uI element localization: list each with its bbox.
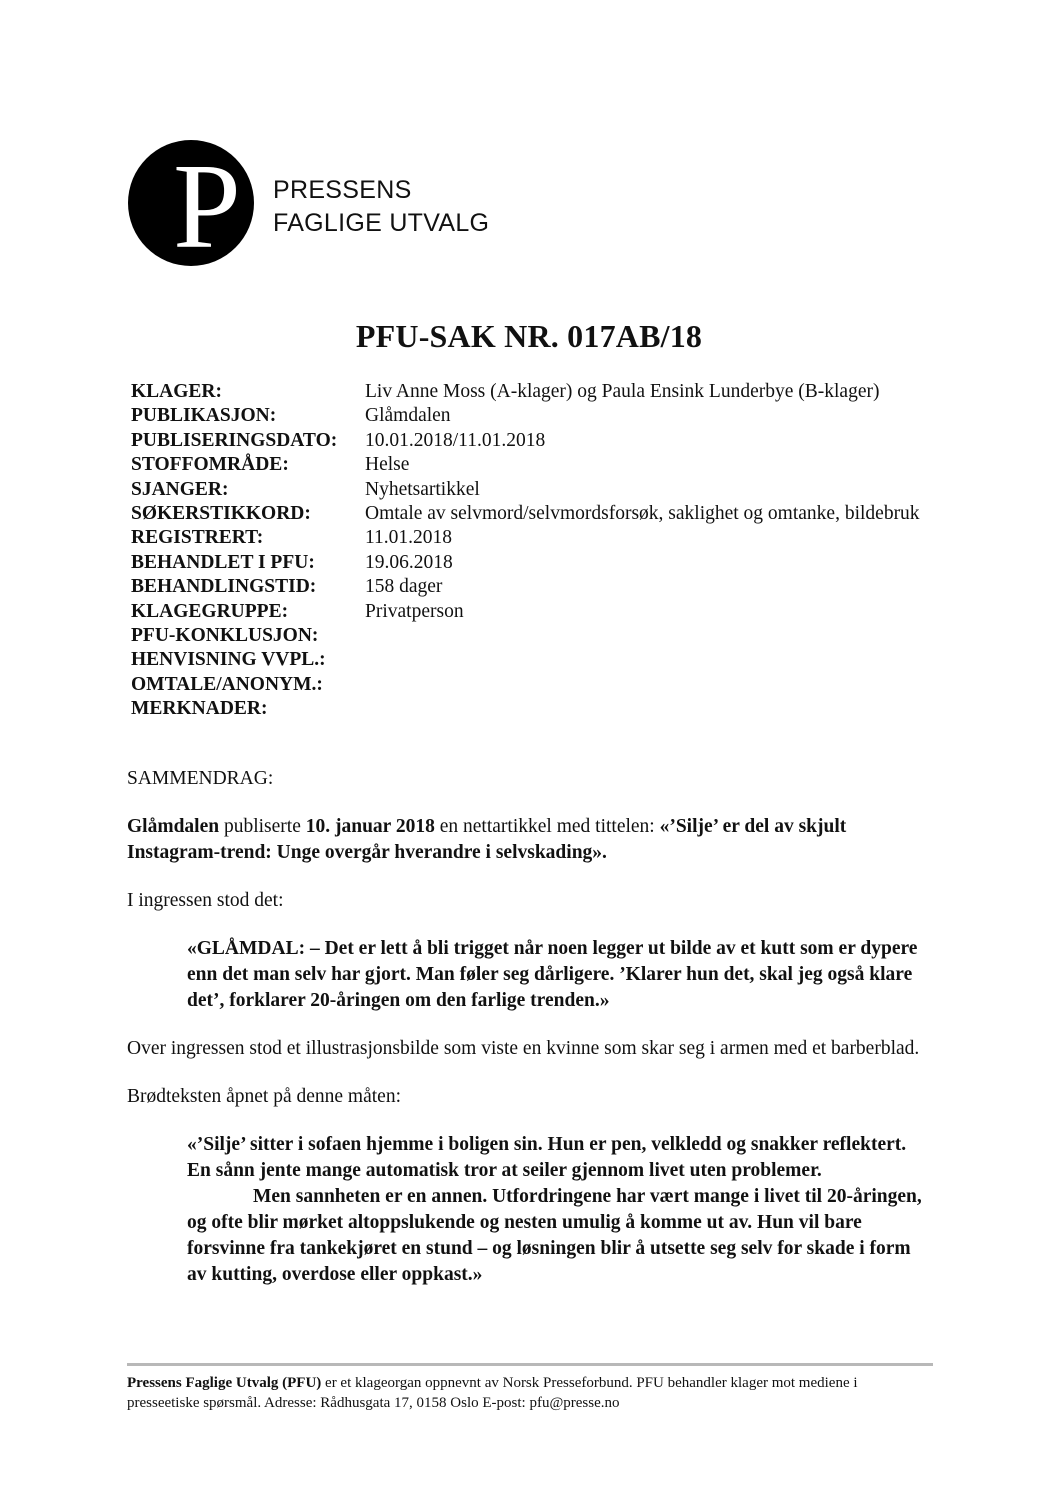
publication-name: Glåmdalen — [127, 816, 220, 837]
meta-value: Nyhetsartikkel — [365, 478, 480, 500]
meta-label: MERKNADER: — [131, 698, 268, 720]
page-footer — [127, 1373, 933, 1413]
quote-ingress: «GLÅMDAL: – Det er lett å bli trigget når noen legger ut bilde av et kutt som er dypere enn det man selv har gjort. Man føler seg dårligere. ’Klarer hun det, skal jeg også klare det’, forklarer 20-åringen om den farlige trenden.» — [187, 938, 918, 1011]
meta-value: Omtale av selvmord/selvmordsforsøk, saklighet og omtanke, bildebruk — [365, 503, 920, 525]
meta-value: Privatperson — [365, 600, 464, 622]
document-body — [127, 766, 927, 1288]
meta-label: PFU-KONKLUSJON: — [131, 625, 319, 647]
meta-value: Helse — [365, 454, 410, 476]
intro-paragraph — [127, 814, 927, 866]
meta-label: HENVISNING VVPL.: — [131, 649, 326, 671]
paragraph-image: Over ingressen stod et illustrasjonsbilde som viste en kvinne som skar seg i armen med et barberblad. — [127, 1038, 920, 1059]
meta-label: SJANGER: — [131, 478, 229, 500]
meta-label: BEHANDLINGSTID: — [131, 576, 317, 598]
organization-name-line1: PRESSENS — [273, 176, 412, 204]
intro-text: en nettartikkel med tittelen: — [434, 816, 660, 837]
case-title: PFU-SAK NR. 017AB/18 — [355, 318, 703, 354]
meta-row-sokerstikkord — [131, 502, 951, 526]
meta-row-omtale — [131, 673, 951, 697]
meta-value: Liv Anne Moss (A-klager) og Paula Ensink Lunderbye (B-klager) — [365, 381, 880, 402]
meta-value — [365, 624, 951, 648]
paragraph-ingress: I ingressen stod det: — [127, 890, 284, 911]
article-title: «’Silje’ er del av skjult Instagram-trend: Unge overgår hverandre i selvskading». — [127, 816, 847, 863]
quote-brodtekst-2: Men sannheten er en annen. Utfordringene har vært mange i livet til 20-åringen, og ofte blir mørket altoppslukende og nesten umulig å komme ut av. Hun vil bare forsvinne fra tankekjøret en stund – og løsningen blir å utsette seg selv for skade i form av kutting, overdose eller oppkast.» — [187, 1186, 922, 1285]
meta-label: STOFFOMRÅDE: — [131, 454, 289, 476]
meta-value: 158 dager — [365, 576, 443, 598]
meta-row-klagegruppe — [131, 600, 951, 624]
organization-name-line2: FAGLIGE UTVALG — [273, 209, 490, 237]
meta-label: BEHANDLET I PFU: — [131, 551, 315, 573]
meta-value: 10.01.2018/11.01.2018 — [365, 429, 546, 451]
case-metadata — [131, 380, 951, 722]
meta-row-henvisning — [131, 648, 951, 672]
meta-value — [365, 648, 951, 672]
meta-value — [365, 673, 951, 697]
meta-row-klager — [131, 380, 951, 404]
meta-label: PUBLIKASJON: — [131, 405, 277, 427]
meta-label: OMTALE/ANONYM.: — [131, 673, 323, 695]
meta-row-konklusjon — [131, 624, 951, 648]
quote-brodtekst-1: «’Silje’ sitter i sofaen hjemme i boligen sin. Hun er pen, velkledd og snakker reflektert. En sånn jente mange automatisk tror at seiler gjennom livet uten problemer. — [187, 1134, 907, 1181]
pfu-logo-icon — [127, 139, 263, 267]
meta-value: 19.06.2018 — [365, 551, 453, 573]
footer-divider — [127, 1363, 933, 1366]
organization-name — [273, 174, 489, 240]
meta-row-publiseringsdato — [131, 429, 951, 453]
meta-label: SØKERSTIKKORD: — [131, 503, 311, 525]
meta-label: PUBLISERINGSDATO: — [131, 429, 338, 451]
publication-date: 10. januar 2018 — [305, 816, 435, 837]
meta-value: 11.01.2018 — [365, 527, 453, 549]
meta-row-sjanger — [131, 478, 951, 502]
meta-row-behandlet — [131, 551, 951, 575]
intro-text: publiserte — [219, 816, 306, 837]
meta-label: KLAGER: — [131, 381, 223, 402]
footer-text: er et klageorgan oppnevnt av Norsk Presseforbund. PFU behandler klager mot mediene i presseetiske spørsmål. Adresse: Rådhusgata 17, 0158 Oslo E-post: pfu@presse.no — [127, 1375, 858, 1411]
meta-value — [365, 697, 951, 721]
meta-row-stoffomrade — [131, 453, 951, 477]
logo-letter: P — [173, 139, 241, 267]
meta-row-registrert — [131, 526, 951, 550]
meta-row-behandlingstid — [131, 575, 951, 599]
meta-row-publikasjon — [131, 404, 951, 428]
meta-label: KLAGEGRUPPE: — [131, 600, 289, 622]
meta-label: REGISTRERT: — [131, 527, 264, 549]
footer-org: Pressens Faglige Utvalg (PFU) — [127, 1375, 322, 1391]
meta-value: Glåmdalen — [365, 405, 451, 427]
meta-row-merknader — [131, 697, 951, 721]
paragraph-brodtekst: Brødteksten åpnet på denne måten: — [127, 1086, 401, 1107]
section-heading: SAMMENDRAG: — [127, 768, 274, 789]
